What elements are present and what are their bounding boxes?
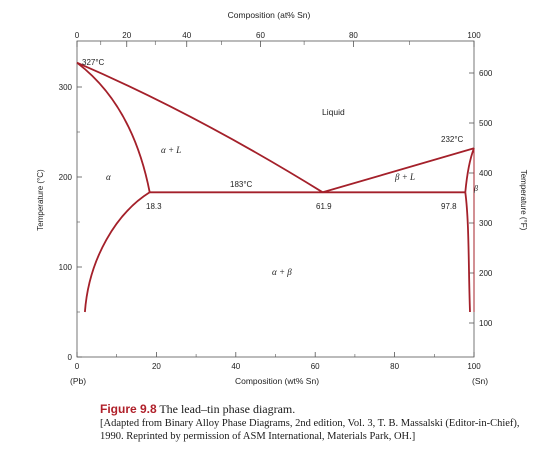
left-axis-label: Temperature (°C) <box>36 169 45 231</box>
bottom-tick-label: 40 <box>231 362 241 371</box>
top-tick-label: 60 <box>256 31 265 40</box>
figure-number: Figure 9.8 <box>100 402 157 416</box>
caption-source-line-2: 1990. Reprinted by permission of ASM International, Materials Park, OH.] <box>100 431 416 442</box>
bottom-tick-label: 60 <box>310 362 320 371</box>
pb-endpoint-label: (Pb) <box>70 376 87 386</box>
top-tick-label: 40 <box>182 31 192 40</box>
region-beta-plus-liquid: β + L <box>395 172 416 182</box>
plot-frame <box>77 41 474 357</box>
right-tick-label: 200 <box>479 269 493 278</box>
eutectic-temperature-label: 183°C <box>230 180 253 189</box>
right-tick-label: 600 <box>479 69 493 78</box>
right-tick-label: 400 <box>479 169 493 178</box>
region-alpha-plus-beta: α + β <box>272 267 292 277</box>
bottom-tick-label: 20 <box>151 362 161 371</box>
eutectic-composition-label: 61.9 <box>316 202 332 211</box>
solidus-right-curve <box>465 148 474 192</box>
liquidus-right-curve <box>323 148 474 192</box>
top-axis-label: Composition (at% Sn) <box>227 10 311 20</box>
bottom-axis-label: Composition (wt% Sn) <box>234 376 320 386</box>
top-tick-label: 80 <box>348 31 358 40</box>
right-tick-label: 500 <box>479 119 493 128</box>
top-tick-label: 0 <box>74 31 80 40</box>
region-liquid: Liquid <box>322 107 345 117</box>
bottom-tick-label: 100 <box>467 362 481 371</box>
left-tick-label: 300 <box>58 83 72 92</box>
region-alpha-plus-liquid: α + L <box>161 145 182 155</box>
left-tick-label: 100 <box>58 263 72 272</box>
liquidus-left-curve <box>77 63 323 193</box>
solvus-left-curve <box>85 192 150 312</box>
figure-title: The lead–tin phase diagram. <box>159 402 296 416</box>
caption-source-line-1: [Adapted from Binary Alloy Phase Diagrams, 2nd edition, Vol. 3, T. B. Massalski (Editor-in-Chief), <box>100 418 520 429</box>
left-tick-label: 200 <box>58 173 72 182</box>
solvus-right-curve <box>465 192 470 312</box>
top-tick-label: 100 <box>467 31 481 40</box>
figure-caption <box>100 403 530 443</box>
region-alpha: α <box>106 172 111 182</box>
sn-melting-point-label: 232°C <box>441 135 464 144</box>
left-tick-label: 0 <box>67 353 72 362</box>
bottom-tick-label: 0 <box>74 362 80 371</box>
bottom-tick-label: 80 <box>390 362 400 371</box>
region-beta: β <box>474 184 478 193</box>
beta-limit-label: 97.8 <box>441 202 457 211</box>
sn-endpoint-label: (Sn) <box>472 376 489 386</box>
right-axis-label: Temperature (°F) <box>519 169 528 231</box>
solidus-left-curve <box>77 63 150 193</box>
right-tick-label: 100 <box>479 319 493 328</box>
pb-melting-point-label: 327°C <box>82 58 105 67</box>
top-tick-label: 20 <box>122 31 132 40</box>
right-tick-label: 300 <box>479 219 493 228</box>
alpha-limit-label: 18.3 <box>146 202 162 211</box>
